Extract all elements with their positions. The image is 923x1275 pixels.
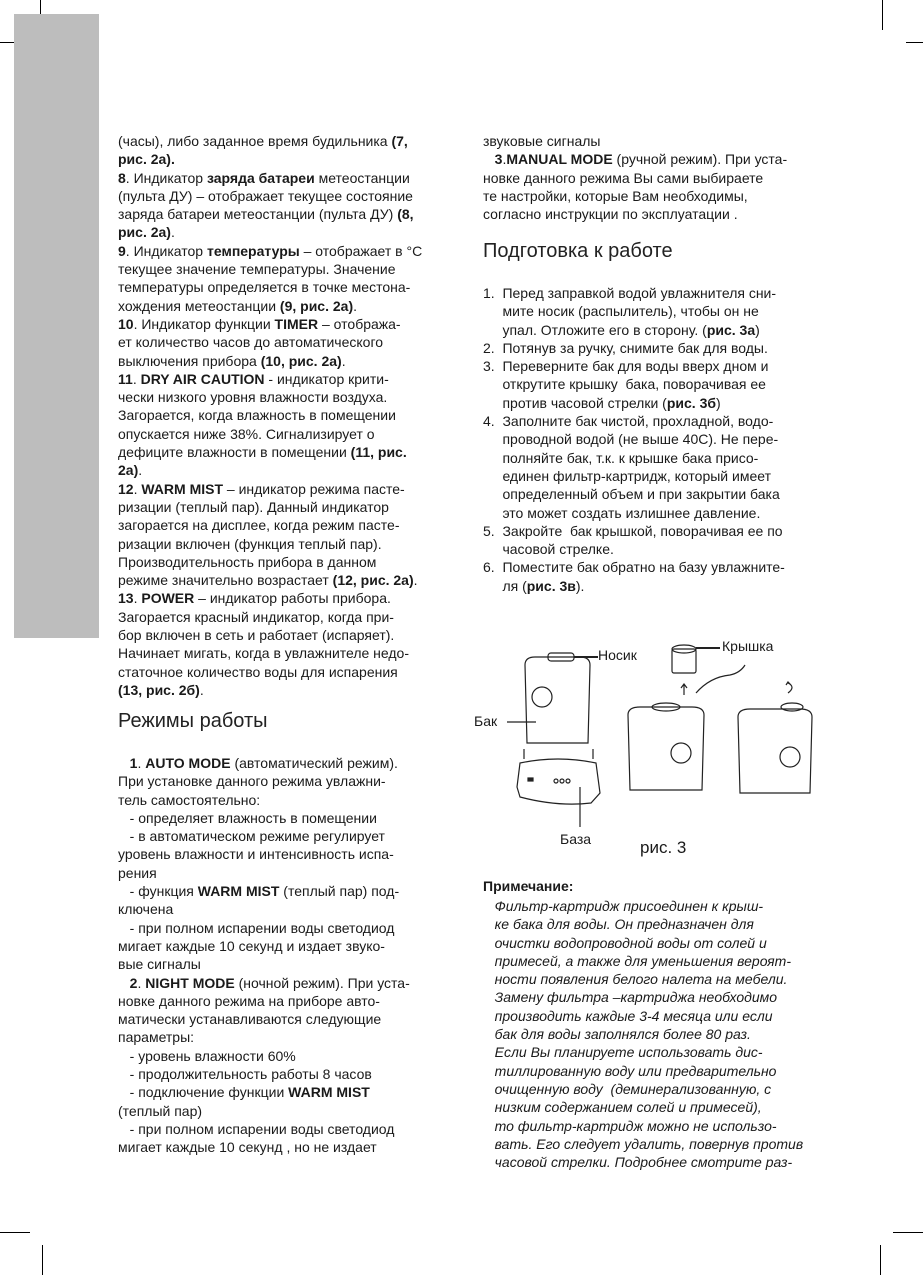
text-line: [483, 988, 803, 1006]
text-line: [118, 791, 410, 809]
text: единен фильтр-картридж, который имеет: [483, 467, 771, 484]
text-line: [118, 406, 422, 424]
text: уровень влажности и интенсивность испа-: [118, 846, 394, 863]
text: – индикатор режима пасте-: [223, 480, 405, 497]
text: часовой стрелки. Подробнее смотрите раз-: [483, 1154, 793, 1171]
text: ризации (теплый пар). Данный индикатор: [118, 498, 389, 515]
text: очистки водопроводной воды от солей и: [483, 934, 767, 951]
text-line: [483, 357, 785, 375]
text: ключена: [118, 901, 174, 918]
text-line: [118, 352, 422, 370]
label-tank: Бак: [474, 713, 498, 729]
text: Загорается красный индикатор, когда при-: [118, 608, 394, 625]
text-line: [118, 974, 410, 992]
text: режиме значительно возрастает: [118, 572, 333, 589]
text-line: [483, 540, 785, 558]
humidifier-illustration: [470, 635, 820, 865]
bold-text: температуры: [207, 242, 300, 259]
text: - продолжительность работы 8 часов: [118, 1066, 372, 1083]
text: (пульта ДУ) – отображает текущее состояние: [118, 187, 413, 204]
text: При установке данного режима увлажни-: [118, 773, 386, 790]
label-lid: Крышка: [722, 638, 774, 654]
text-line: [483, 132, 787, 150]
text: ности появления белого налета на мебели.: [483, 971, 788, 988]
text: 3. Переверните бак для воды вверх дном и: [483, 358, 769, 375]
text: 2. Потянув за ручку, снимите бак для воды.: [483, 339, 768, 356]
text-line: [118, 150, 422, 168]
text-line: [118, 297, 422, 315]
text-line: [483, 522, 785, 540]
text-line: [118, 553, 422, 571]
text: полняйте бак, т.к. к крышке бака присо-: [483, 449, 759, 466]
text: .: [502, 151, 507, 168]
text: выключения прибора: [118, 352, 261, 369]
text: статочное количество воды для испарения: [118, 663, 398, 680]
text: новке данного режима на приборе авто-: [118, 992, 380, 1009]
text: новке данного режима Вы сами выбираете: [483, 169, 764, 186]
text-line: [118, 827, 410, 845]
text: ет количество часов до автоматического: [118, 334, 384, 351]
section-heading-preparation: Подготовка к работе: [483, 240, 673, 262]
text: вать. Его следует удалить, повернув против: [483, 1135, 804, 1152]
text-line: [483, 504, 785, 522]
text: (часы), либо заданное время будильника: [118, 133, 392, 149]
text: - индикатор крити-: [264, 370, 389, 387]
text-line: [118, 1138, 410, 1156]
text: бор включен в сеть и работает (испаряет).: [118, 627, 395, 644]
text-line: [483, 1007, 803, 1025]
text-line: [118, 443, 422, 461]
text: . Индикатор: [125, 169, 207, 186]
bold-text: (7,: [391, 133, 408, 149]
text: – индикатор работы прибора.: [194, 590, 391, 607]
text-line: [483, 558, 785, 576]
text: мите носик (распылитель), чтобы он не: [483, 303, 759, 320]
text: те настройки, которые Вам необходимы,: [483, 187, 748, 204]
bold-text: 13: [118, 590, 134, 607]
text-line: [483, 187, 787, 205]
text: . Индикатор функции: [133, 315, 275, 332]
text-line: [118, 772, 410, 790]
text: согласно инструкции по эксплуатации .: [483, 206, 738, 223]
text: - в автоматическом режиме регулирует: [118, 828, 385, 845]
crop-mark: [0, 1232, 30, 1233]
text: .: [133, 590, 142, 607]
text: открутите крышку бака, поворачивая ее: [483, 376, 766, 393]
bold-text: 2а): [118, 462, 139, 479]
text: определенный объем и при закрытии бака: [483, 486, 780, 503]
text-line: [483, 321, 785, 339]
bold-text: WARM MIST: [141, 480, 224, 497]
text: .: [170, 224, 175, 241]
bold-text: рис. 2а).: [118, 151, 175, 168]
bold-text: WARM MIST: [197, 883, 280, 900]
text: Фильтр-картридж присоединен к крыш-: [483, 898, 764, 914]
text: (теплый пар) под-: [279, 883, 400, 900]
text: . Индикатор: [125, 242, 207, 259]
text: [483, 151, 495, 167]
text: звуковые сигналы: [483, 133, 601, 149]
text-line: [118, 187, 422, 205]
text: 6. Поместите бак обратно на базу увлажните-: [483, 559, 785, 576]
text: - подключение функции: [118, 1084, 289, 1101]
text-line: [118, 626, 422, 644]
text: ке бака для воды. Он предназначен для: [483, 916, 754, 933]
text: .: [137, 974, 146, 991]
text-line: [118, 1047, 410, 1065]
text: опускается ниже 38%. Сигнализирует о: [118, 425, 375, 442]
text-line: [118, 461, 422, 479]
text-line: [118, 809, 410, 827]
note-title: Примечание:: [483, 878, 574, 894]
bold-text: 3: [494, 151, 503, 168]
text-line: [118, 754, 410, 772]
text: дефиците влажности в помещении: [118, 444, 351, 461]
text-line: [483, 1117, 803, 1135]
crop-mark: [880, 1245, 881, 1275]
text: хождения метеостанции: [118, 297, 280, 314]
text-line: [483, 577, 785, 595]
text-line: [118, 242, 422, 260]
text-line: [118, 681, 422, 699]
text-line: [483, 1025, 803, 1043]
text: примесей, а также для уменьшения вероят-: [483, 952, 791, 969]
figure-caption: рис. 3: [640, 838, 687, 857]
text: чески низкого уровня влажности воздуха.: [118, 389, 388, 406]
text-line: [483, 952, 803, 970]
text: .: [413, 572, 418, 589]
text-line: [483, 449, 785, 467]
text-line: [118, 535, 422, 553]
label-base: База: [560, 831, 592, 847]
crop-mark: [906, 42, 923, 43]
text-line: [118, 1083, 410, 1101]
text: текущее значение температуры. Значение: [118, 261, 396, 278]
text-line: [118, 919, 410, 937]
text: ): [755, 321, 760, 338]
text: .: [138, 462, 143, 479]
text: [118, 975, 130, 991]
text-line: [118, 333, 422, 351]
text-line: [483, 430, 785, 448]
text-line: [118, 955, 410, 973]
text-line: [118, 589, 422, 607]
text: ризации включен (функция теплый пар).: [118, 535, 382, 552]
text-line: [118, 1028, 410, 1046]
text: Производительность прибора в данном: [118, 553, 377, 570]
text-line: [483, 1062, 803, 1080]
text-line: [483, 169, 787, 187]
bold-text: 9: [118, 242, 126, 259]
text: [118, 755, 130, 771]
text: 5. Закройте бак крышкой, поворачивая ее по: [483, 522, 783, 539]
bold-text: DRY AIR CAUTION: [140, 370, 265, 387]
text-line: [118, 937, 410, 955]
bold-text: WARM MIST: [288, 1084, 370, 1101]
bold-text: рис. 2а): [118, 224, 171, 241]
bold-text: 2: [129, 974, 138, 991]
preparation-steps: [483, 284, 785, 595]
text: .: [137, 755, 146, 771]
text-line: [118, 571, 422, 589]
text-line: [483, 375, 785, 393]
text: Загорается, когда влажность в помещении: [118, 407, 396, 424]
text: 1. Перед заправкой водой увлажнителя сни-: [483, 285, 777, 301]
modes-text: [118, 754, 410, 1157]
text-line: [118, 425, 422, 443]
bold-text: (12, рис. 2а): [332, 572, 414, 589]
text: мигает каждые 10 секунд , но не издает: [118, 1139, 377, 1156]
text: тиллированную воду или предварительно: [483, 1062, 777, 1079]
bold-text: 8: [118, 169, 126, 186]
text: – отобража-: [318, 315, 401, 332]
text-line: [483, 394, 785, 412]
text-line: [118, 498, 422, 516]
text-line: [118, 388, 422, 406]
text-line: [483, 897, 803, 915]
text-line: [118, 205, 422, 223]
text-line: [483, 934, 803, 952]
text: производить каждые 3-4 месяца или если: [483, 1007, 773, 1024]
text: - уровень влажности 60%: [118, 1047, 296, 1064]
bold-text: заряда батареи: [207, 169, 315, 186]
text-line: [118, 992, 410, 1010]
bold-text: TIMER: [274, 315, 319, 332]
text: очищенную воду (деминерализованную, с: [483, 1080, 772, 1097]
text: матически устанавливаются следующие: [118, 1011, 382, 1028]
section-heading-modes: Режимы работы: [118, 710, 268, 732]
bold-text: 1: [129, 755, 138, 771]
text: бак для воды заполнялся более 80 раз.: [483, 1026, 751, 1043]
text-line: [483, 1153, 803, 1171]
text-line: [118, 644, 422, 662]
label-spout: Носик: [598, 647, 637, 663]
bold-text: 10: [118, 315, 134, 332]
text: Начинает мигать, когда в увлажнителе недо-: [118, 645, 410, 662]
text-line: [483, 150, 787, 168]
text: Замену фильтра –картриджа необходимо: [483, 989, 778, 1006]
crop-mark: [882, 0, 883, 30]
text-line: [483, 1098, 803, 1116]
text-line: [118, 223, 422, 241]
text: вые сигналы: [118, 956, 201, 973]
text: – отображает в °С: [299, 242, 423, 259]
text: (автоматический режим).: [230, 755, 398, 771]
text: против часовой стрелки (: [483, 394, 667, 411]
text: 4. Заполните бак чистой, прохладной, водо-: [483, 413, 774, 430]
text: параметры:: [118, 1029, 195, 1046]
text: .: [199, 681, 204, 698]
bold-text: рис. 3б: [666, 394, 717, 411]
bold-text: рис. 3а: [706, 321, 756, 338]
text-line: [118, 1120, 410, 1138]
text-line: [483, 467, 785, 485]
bold-text: 12: [118, 480, 134, 497]
text: тель самостоятельно:: [118, 791, 261, 808]
crop-mark: [42, 1245, 43, 1275]
text-line: [483, 284, 785, 302]
crop-mark: [893, 1232, 923, 1233]
text: заряда батареи метеостанции (пульта ДУ): [118, 206, 398, 223]
bold-text: POWER: [141, 590, 195, 607]
bold-text: (9, рис. 2а): [279, 297, 354, 314]
text: ).: [575, 577, 585, 594]
text-line: [118, 608, 422, 626]
text: .: [132, 370, 141, 387]
text: (теплый пар): [118, 1102, 203, 1119]
figure-3: [470, 635, 820, 865]
text-line: [483, 302, 785, 320]
text: то фильтр-картридж можно не использо-: [483, 1117, 777, 1134]
text-line: [483, 1135, 803, 1153]
section-tab-bar: [14, 14, 99, 638]
text: рения: [118, 864, 157, 881]
text-line: [483, 1080, 803, 1098]
text-line: [118, 480, 422, 498]
text-line: [483, 205, 787, 223]
bold-text: (11, рис.: [350, 444, 407, 461]
bold-text: (13, рис. 2б): [118, 681, 200, 698]
text-line: [483, 485, 785, 503]
text: .: [133, 480, 142, 497]
text: .: [341, 352, 346, 369]
text: температуры определяется в точке местона-: [118, 279, 411, 296]
text-line: [483, 915, 803, 933]
manual-mode-text: [483, 132, 787, 223]
text-line: [118, 132, 422, 150]
text: ля (: [483, 577, 527, 594]
text: - при полном испарении воды светодиод: [118, 1120, 395, 1137]
text-line: [483, 412, 785, 430]
bold-text: (8,: [397, 206, 414, 223]
text: низким содержанием солей и примесей),: [483, 1099, 762, 1116]
text-line: [118, 1010, 410, 1028]
text-line: [118, 663, 422, 681]
text: часовой стрелке.: [483, 541, 614, 558]
text: проводной водой (не выше 40С). Не пере-: [483, 431, 779, 448]
bold-text: NIGHT MODE: [145, 974, 235, 991]
text: - функция: [118, 883, 198, 900]
text: это может создать излишнее давление.: [483, 504, 761, 521]
text-line: [118, 516, 422, 534]
text-line: [118, 864, 410, 882]
text: мигает каждые 10 секунд и издает звуко-: [118, 937, 385, 954]
text: - определяет влажность в помещении: [118, 809, 377, 826]
text-line: [118, 260, 422, 278]
text: - при полном испарении воды светодиод: [118, 919, 395, 936]
text-line: [118, 1065, 410, 1083]
text-line: [483, 339, 785, 357]
bold-text: (10, рис. 2а): [260, 352, 342, 369]
note-text: [483, 897, 803, 1171]
text-line: [483, 1043, 803, 1061]
indicators-text: [118, 132, 422, 699]
text-line: [483, 970, 803, 988]
text: ): [716, 394, 721, 411]
text: упал. Отложите его в сторону. (: [483, 321, 707, 338]
text-line: [118, 845, 410, 863]
text: загорается на дисплее, когда режим пасте-: [118, 517, 400, 534]
text-line: [118, 278, 422, 296]
text-line: [118, 900, 410, 918]
text: (ручной режим). При уста-: [612, 151, 788, 168]
bold-text: рис. 3в: [526, 577, 576, 594]
text: .: [353, 297, 357, 314]
text: (ночной режим). При уста-: [234, 974, 410, 991]
text-line: [118, 169, 422, 187]
text-line: [118, 370, 422, 388]
bold-text: MANUAL MODE: [506, 151, 613, 168]
text-line: [118, 1102, 410, 1120]
bold-text: 11: [118, 370, 133, 387]
bold-text: AUTO MODE: [145, 755, 231, 771]
text-line: [118, 882, 410, 900]
text: Если Вы планируете использовать дис-: [483, 1044, 763, 1061]
text: метеостанции: [314, 169, 410, 186]
text-line: [118, 315, 422, 333]
